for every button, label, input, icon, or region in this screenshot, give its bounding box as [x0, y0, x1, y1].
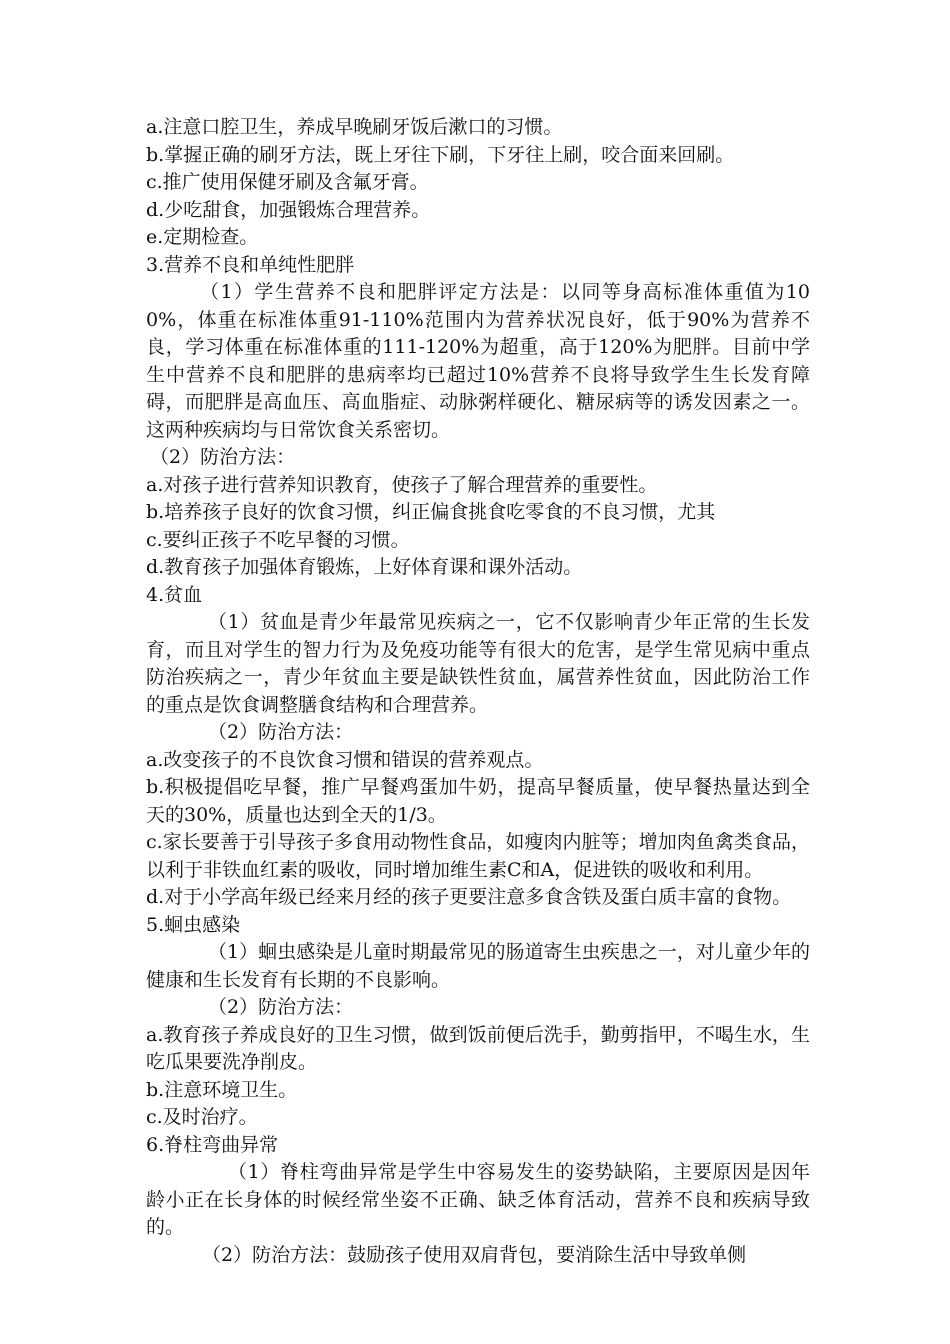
document-page: [146, 114, 810, 1269]
list-item: c.推广使用保健牙刷及含氟牙膏。: [146, 171, 429, 193]
list-item: d.对于小学高年级已经来月经的孩子更要注意多食含铁及蛋白质丰富的食物。: [146, 886, 792, 908]
paragraph-text: （1）贫血是青少年最常见疾病之一，它不仅影响青少年正常的生长发育，而且对学生的智力行为及免疫功能等有很大的危害，是学生常见病中重点防治疾病之一，青少年贫血主要是缺铁性贫血，属营养性贫血，因此防治工作的重点是饮食调整膳食结构和合理营养。: [146, 611, 810, 716]
subheading: （2）防治方法：: [208, 996, 354, 1018]
list-item: a.注意口腔卫生，养成早晚刷牙饭后漱口的习惯。: [146, 116, 563, 138]
paragraph-text: （2）防治方法：鼓励孩子使用双肩背包，要消除生活中导致单侧: [202, 1243, 747, 1266]
list-item: a.改变孩子的不良饮食习惯和错误的营养观点。: [146, 748, 544, 771]
section-heading: 4.贫血: [146, 583, 203, 606]
list-item: a.对孩子进行营养知识教育，使孩子了解合理营养的重要性。: [146, 473, 658, 496]
paragraph: [146, 1159, 810, 1242]
paragraph-text: （1）学生营养不良和肥胖评定方法是：以同等身高标准体重值为100%，体重在标准体重91-110%范围内为营养状况良好，低于90%为营养不良，学习体重在标准体重的111-120%为超重，高于120%为肥胖。目前中学生中营养不良和肥胖的患病率均已超过10%营养不良将导致学生生长发育障碍，而肥胖是高血压、高血脂症、动脉粥样硬化、糖尿病等的诱发因素之一。这两种疾病均与日常饮食关系密切。: [146, 281, 810, 441]
list-item: c.及时治疗。: [146, 1106, 258, 1128]
paragraph-text: （1）蛔虫感染是儿童时期最常见的肠道寄生虫疾患之一，对儿童少年的健康和生长发育有长期的不良影响。: [146, 941, 810, 991]
section-heading: 6.脊柱弯曲异常: [146, 1133, 279, 1156]
paragraph: [146, 279, 810, 444]
paragraph: [146, 939, 810, 994]
subheading: （2）防治方法：: [150, 446, 296, 468]
list-item: b.注意环境卫生。: [146, 1078, 298, 1101]
subheading: （2）防治方法：: [208, 721, 354, 743]
list-item: e.定期检查。: [146, 226, 259, 248]
list-item: b.掌握正确的刷牙方法，既上牙往下刷，下牙往上刷，咬合面来回刷。: [146, 143, 735, 166]
list-item: a.教育孩子养成良好的卫生习惯，做到饭前便后洗手，勤剪指甲，不喝生水，生吃瓜果要洗净削皮。: [146, 1023, 810, 1073]
list-item: b.培养孩子良好的饮食习惯，纠正偏食挑食吃零食的不良习惯，尤其: [146, 501, 716, 523]
list-item: d.教育孩子加强体育锻炼，上好体育课和课外活动。: [146, 556, 583, 578]
section-heading: 5.蛔虫感染: [146, 913, 241, 936]
paragraph-text: （1）脊柱弯曲异常是学生中容易发生的姿势缺陷，主要原因是因年龄小正在长身体的时候经常坐姿不正确、缺乏体育活动，营养不良和疾病导致的。: [146, 1161, 810, 1238]
section-heading: 3.营养不良和单纯性肥胖: [146, 253, 355, 276]
list-item: c.家长要善于引导孩子多食用动物性食品，如瘦肉内脏等；增加肉鱼禽类食品，以利于非铁血红素的吸收，同时增加维生素C和A，促进铁的吸收和利用。: [146, 831, 810, 881]
paragraph: [146, 609, 810, 719]
list-item: d.少吃甜食，加强锻炼合理营养。: [146, 198, 431, 221]
list-item: b.积极提倡吃早餐，推广早餐鸡蛋加牛奶，提高早餐质量，使早餐热量达到全天的30%，质量也达到全天的1/3。: [146, 776, 810, 826]
list-item: c.要纠正孩子不吃早餐的习惯。: [146, 528, 410, 551]
